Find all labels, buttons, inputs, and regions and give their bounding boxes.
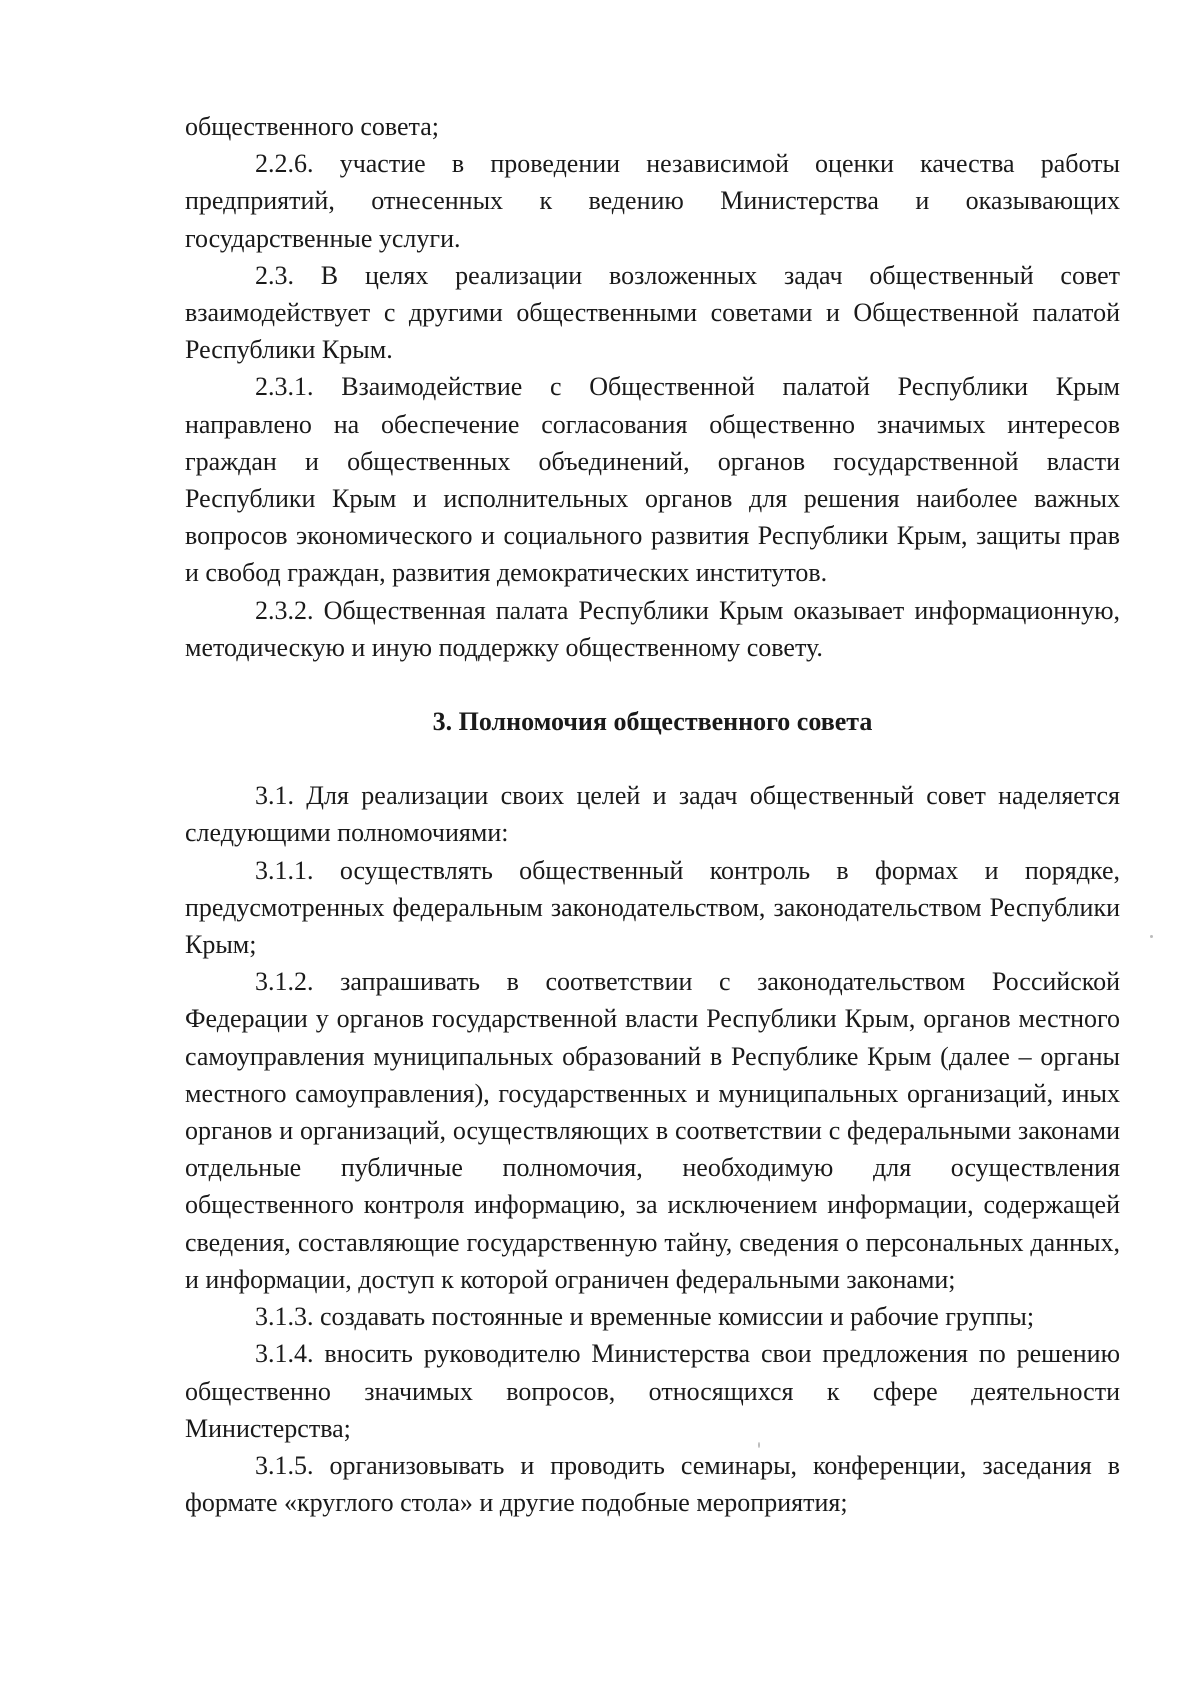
section-heading: 3. Полномочия общественного совета	[432, 707, 873, 737]
paragraph-2-3-1: 2.3.1. Взаимодействие с Общественной палатой Республики Крым направлено на обеспечение согласования общественно значимых интересов граждан и общественных объединений, органов государственной власти Республики Крым и исполнительных органов для решения наиболее важных вопросов экономического и социального развития Республики Крым, защиты прав и свобод граждан, развития демократических институтов.	[185, 372, 1120, 588]
scan-speck	[1150, 935, 1153, 938]
paragraph-3-1-4: 3.1.4. вносить руководителю Министерства свои предложения по решению общественно значимых вопросов, относящихся к сфере деятельности Министерства;	[185, 1339, 1120, 1443]
paragraph-3-1-2: 3.1.2. запрашивать в соответствии с законодательством Российской Федерации у органов государственной власти Республики Крым, органов местного самоуправления муниципальных образований в Республике Крым (далее – органы местного самоуправления), государственных и муниципальных организаций, иных органов и организаций, осуществляющих в соответствии с федеральными законами отдельные публичные полномочия, необходимую для осуществления общественного контроля информацию, за исключением информации, содержащей сведения, составляющие государственную тайну, сведения о персональных данных, и информации, доступ к которой ограничен федеральными законами;	[185, 967, 1120, 1294]
paragraph-2-3: 2.3. В целях реализации возложенных задач общественный совет взаимодействует с другими общественными советами и Общественной палатой Республики Крым.	[185, 260, 1120, 365]
paragraph-2-3-2: 2.3.2. Общественная палата Республики Крым оказывает информационную, методическую и иную поддержку общественному совету.	[185, 595, 1120, 662]
document-page	[185, 108, 1120, 1521]
paragraph-3-1-5: 3.1.5. организовывать и проводить семинары, конференции, заседания в формате «круглого стола» и другие подобные мероприятия;	[185, 1450, 1120, 1518]
paragraph-3-1: 3.1. Для реализации своих целей и задач общественный совет наделяется следующими полномочиями:	[185, 781, 1120, 848]
paragraph-3-1-3: 3.1.3. создавать постоянные и временные комиссии и рабочие группы;	[255, 1302, 1035, 1332]
scan-speck	[758, 1442, 760, 1448]
paragraph-3-1-1: 3.1.1. осуществлять общественный контроль в формах и порядке, предусмотренных федеральным законодательством, законодательством Республики Крым;	[185, 855, 1120, 960]
paragraph-continuation: общественного совета;	[185, 112, 439, 141]
paragraph-2-2-6: 2.2.6. участие в проведении независимой оценки качества работы предприятий, отнесенных к ведению Министерства и оказывающих государственные услуги.	[185, 149, 1120, 253]
